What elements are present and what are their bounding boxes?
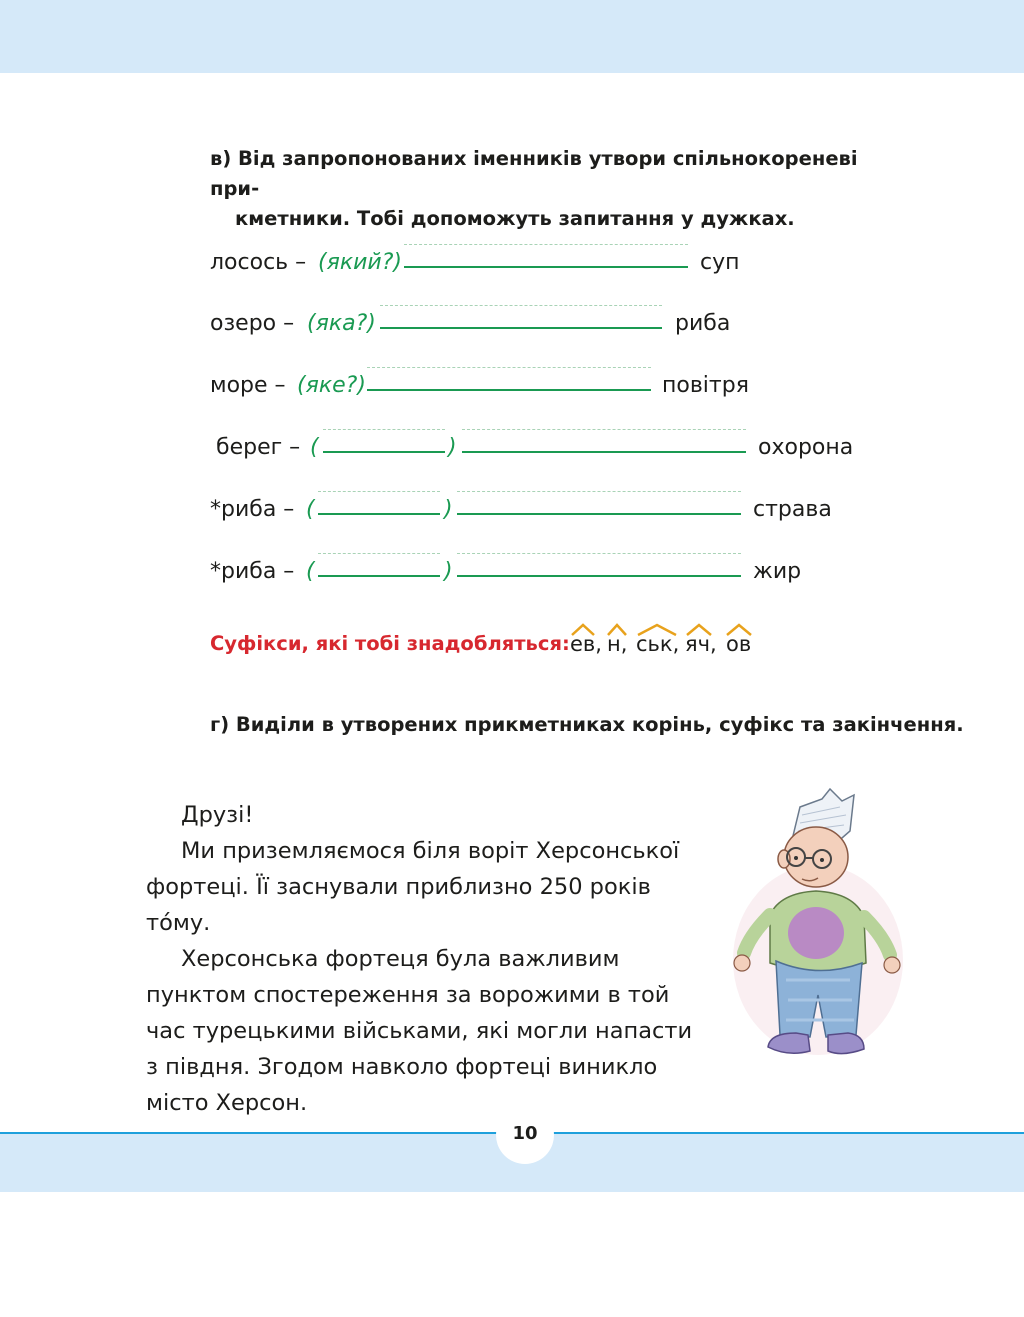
suffix-label: Суфікси, які тобі знадобляться: bbox=[210, 632, 570, 655]
answer-line[interactable] bbox=[457, 553, 741, 577]
answer-line[interactable] bbox=[457, 491, 741, 515]
answer-line[interactable] bbox=[367, 367, 651, 391]
boy-character-illustration bbox=[730, 785, 905, 1070]
task-g-instruction: г) Виділи в утворених прикметниках корінь, суфікс та закінчення. bbox=[210, 713, 964, 736]
question-hint: (яке?) bbox=[297, 373, 366, 398]
question-blank[interactable] bbox=[323, 429, 445, 453]
story-greeting: Друзі! bbox=[181, 802, 254, 828]
suffix-item: ев, bbox=[570, 632, 602, 656]
noun: берег – bbox=[216, 435, 301, 460]
story-text bbox=[146, 797, 706, 1121]
suffix-item: яч, bbox=[685, 632, 717, 656]
open-paren: ( bbox=[306, 559, 315, 584]
question-blank[interactable] bbox=[318, 491, 440, 515]
close-paren: ) bbox=[448, 435, 457, 460]
tail-word: жир bbox=[753, 559, 802, 584]
tail-word: повітря bbox=[662, 373, 749, 398]
suffix-item: ов bbox=[726, 632, 752, 656]
noun: *риба – bbox=[210, 559, 295, 584]
task-v-instructions bbox=[210, 144, 910, 234]
open-paren: ( bbox=[306, 497, 315, 522]
question-hint: (який?) bbox=[318, 250, 402, 275]
page-number: 10 bbox=[496, 1106, 554, 1164]
noun: лосось – bbox=[210, 250, 307, 275]
question-hint: (яка?) bbox=[307, 311, 376, 336]
tail-word: страва bbox=[753, 497, 832, 522]
tail-word: охорона bbox=[758, 435, 854, 460]
suffix-item: ськ, bbox=[636, 632, 680, 656]
noun: озеро – bbox=[210, 311, 295, 336]
noun: море – bbox=[210, 373, 286, 398]
story-paragraph: Херсонська фортеця була важливим пунктом спостереження за ворожими в той час турецькими військами, які могли напасти з півдня. Згодом навколо фортеці виникло місто Херсон. bbox=[146, 946, 693, 1116]
answer-line[interactable] bbox=[462, 429, 746, 453]
question-blank[interactable] bbox=[318, 553, 440, 577]
answer-line[interactable] bbox=[404, 244, 688, 268]
open-paren: ( bbox=[310, 435, 319, 460]
tail-word: риба bbox=[675, 311, 731, 336]
task-v-line-2: кметники. Тобі допоможуть запитання у дужках. bbox=[235, 207, 795, 230]
tail-word: суп bbox=[700, 250, 740, 275]
noun: *риба – bbox=[210, 497, 295, 522]
story-paragraph: Ми приземляємося біля воріт Херсонської фортеці. Її заснували приблизно 250 років тóму. bbox=[146, 838, 680, 936]
header-band bbox=[0, 0, 1024, 73]
suffix-item: н, bbox=[607, 632, 628, 656]
answer-line[interactable] bbox=[380, 305, 662, 329]
close-paren: ) bbox=[444, 497, 453, 522]
task-v-line-1: в) Від запропонованих іменників утвори спільнокореневі при- bbox=[210, 147, 858, 200]
close-paren: ) bbox=[444, 559, 453, 584]
